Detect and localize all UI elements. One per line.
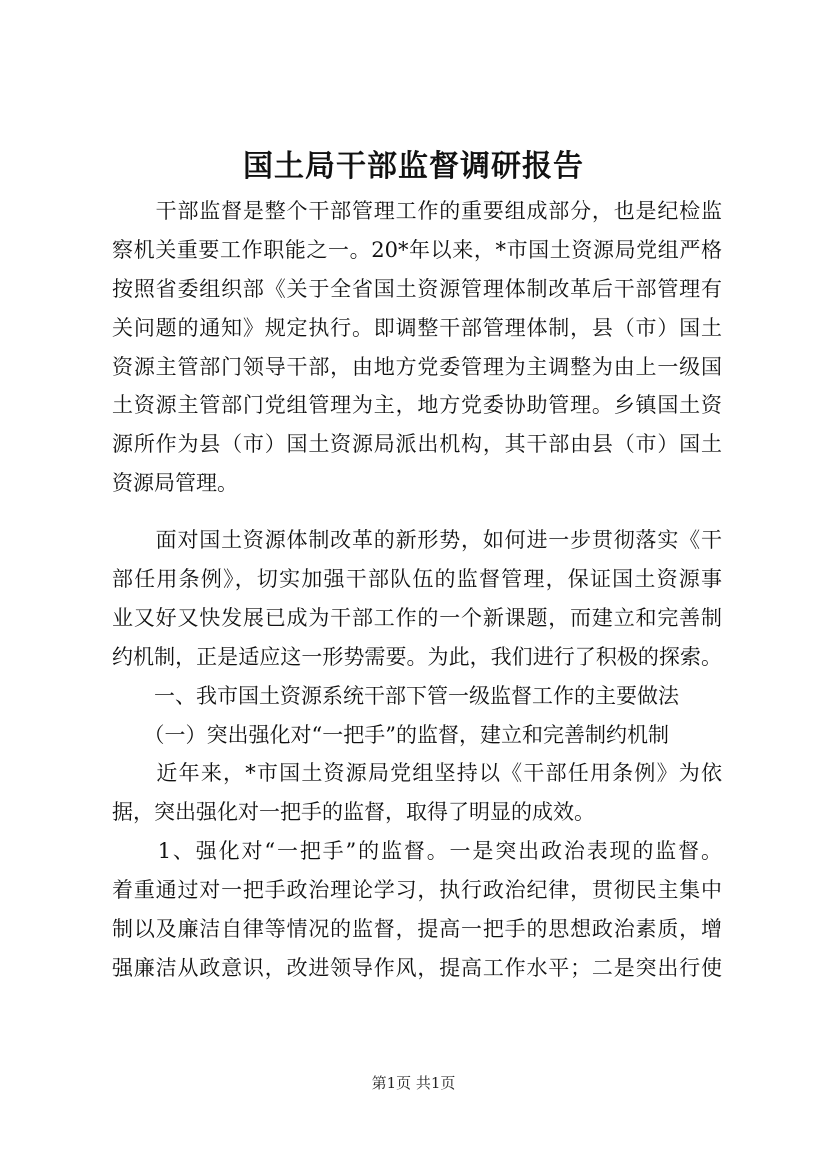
body-line: 资源主管部门领导干部，由地方党委管理为主调整为由上一级国 [112, 354, 722, 379]
body-line: 土资源主管部门党组管理为主，地方党委协助管理。乡镇国土资 [112, 393, 722, 418]
body-line: 面对国土资源体制改革的新形势，如何进一步贯彻落实《干 [112, 528, 722, 553]
body-line: 资源局管理。 [112, 471, 238, 496]
body-line: 业又好又快发展已成为干部工作的一个新课题，而建立和完善制 [112, 605, 722, 630]
body-line: 按照省委组织部《关于全省国土资源管理体制改革后干部管理有 [112, 276, 722, 301]
subsection-heading: （一）突出强化对“一把手”的监督，建立和完善制约机制 [112, 722, 669, 747]
body-line: 部任用条例》，切实加强干部队伍的监督管理，保证国土资源事 [112, 567, 722, 592]
body-line: 关问题的通知》规定执行。即调整干部管理体制，县（市）国土 [112, 315, 722, 340]
body-line: 着重通过对一把手政治理论学习，执行政治纪律，贯彻民主集中 [112, 878, 722, 903]
page-number-footer: 第1页 共1页 [371, 1074, 456, 1092]
body-line: 干部监督是整个干部管理工作的重要组成部分，也是纪检监 [112, 199, 722, 223]
body-line: 制以及廉洁自律等情况的监督，提高一把手的思想政治素质，增 [112, 917, 722, 942]
document-body [112, 192, 722, 988]
document-title: 国土局干部监督调研报告 [243, 149, 584, 184]
body-line: 1、强化对“一把手”的监督。一是突出政治表现的监督。 [112, 839, 722, 864]
body-line: 近年来，*市国土资源局党组坚持以《干部任用条例》为依 [112, 761, 722, 786]
body-line: 强廉洁从政意识，改进领导作风，提高工作水平；二是突出行使 [112, 955, 722, 980]
section-heading: 一、我市国土资源系统干部下管一级监督工作的主要做法 [112, 683, 679, 708]
body-line: 察机关重要工作职能之一。20*年以来，*市国土资源局党组严格 [112, 237, 722, 262]
body-line: 据，突出强化对一把手的监督，取得了明显的成效。 [112, 800, 595, 825]
body-line: 源所作为县（市）国土资源局派出机构，其干部由县（市）国土 [112, 432, 722, 457]
body-line: 约机制，正是适应这一形势需要。为此，我们进行了积极的探索。 [112, 644, 722, 669]
